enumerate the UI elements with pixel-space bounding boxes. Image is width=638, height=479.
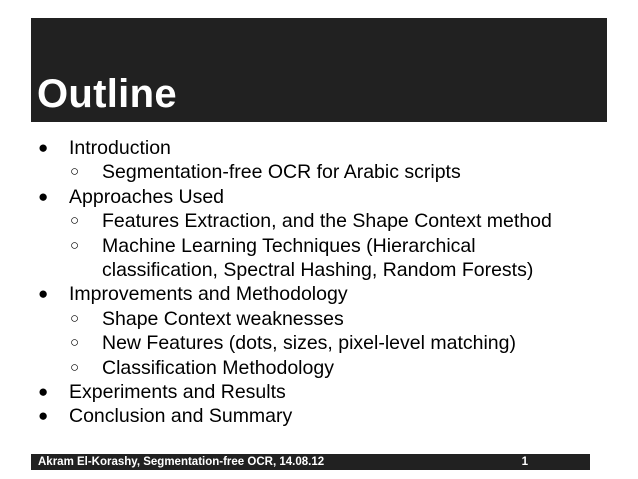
filled-bullet-icon: ●	[38, 138, 49, 157]
hollow-bullet-icon: ○	[70, 212, 80, 230]
footer-text: Akram El-Korashy, Segmentation-free OCR, 14.08.12	[38, 456, 325, 468]
outline-subitem	[38, 307, 608, 331]
filled-bullet-icon: ●	[38, 382, 49, 402]
outline-item-text: Improvements and Methodology	[69, 283, 348, 306]
outline-subitem	[38, 331, 608, 355]
hollow-bullet-icon: ○	[70, 334, 80, 352]
outline-item	[38, 404, 608, 428]
outline-subitem-continuation-text: classification, Spectral Hashing, Random Forests)	[102, 259, 534, 282]
outline-subitem	[38, 234, 608, 258]
footer-bar	[31, 454, 590, 470]
outline-item-text: Conclusion and Summary	[69, 405, 293, 428]
outline-item	[38, 282, 608, 306]
outline-subitem-continuation	[38, 258, 608, 282]
outline-item-text: Experiments and Results	[69, 381, 286, 404]
outline-subitem	[38, 356, 608, 380]
outline-subitem-text: Shape Context weaknesses	[102, 307, 344, 330]
outline-item-text: Approaches Used	[69, 185, 225, 208]
outline-item	[38, 185, 608, 209]
outline-item	[38, 136, 608, 160]
outline-list	[38, 136, 608, 429]
outline-subitem-text: Segmentation-free OCR for Arabic scripts	[102, 161, 461, 184]
hollow-bullet-icon: ○	[70, 358, 80, 376]
hollow-bullet-icon: ○	[70, 163, 80, 181]
slide-title: Outline	[37, 72, 177, 116]
outline-subitem	[38, 160, 608, 184]
filled-bullet-icon: ●	[38, 406, 49, 426]
hollow-bullet-icon: ○	[70, 236, 80, 254]
outline-subitem-text: New Features (dots, sizes, pixel-level matching)	[102, 332, 516, 355]
outline-subitem-text: Machine Learning Techniques (Hierarchical	[102, 234, 476, 257]
outline-item	[38, 380, 608, 404]
filled-bullet-icon: ●	[38, 284, 49, 304]
outline-subitem	[38, 209, 608, 233]
title-bar	[31, 18, 607, 122]
filled-bullet-icon: ●	[38, 186, 49, 206]
outline-item-text: Introduction	[69, 137, 171, 159]
outline-subitem-text: Classification Methodology	[102, 356, 334, 379]
outline-subitem-text: Features Extraction, and the Shape Context method	[102, 210, 552, 233]
page-number: 1	[521, 456, 528, 468]
hollow-bullet-icon: ○	[70, 309, 80, 327]
